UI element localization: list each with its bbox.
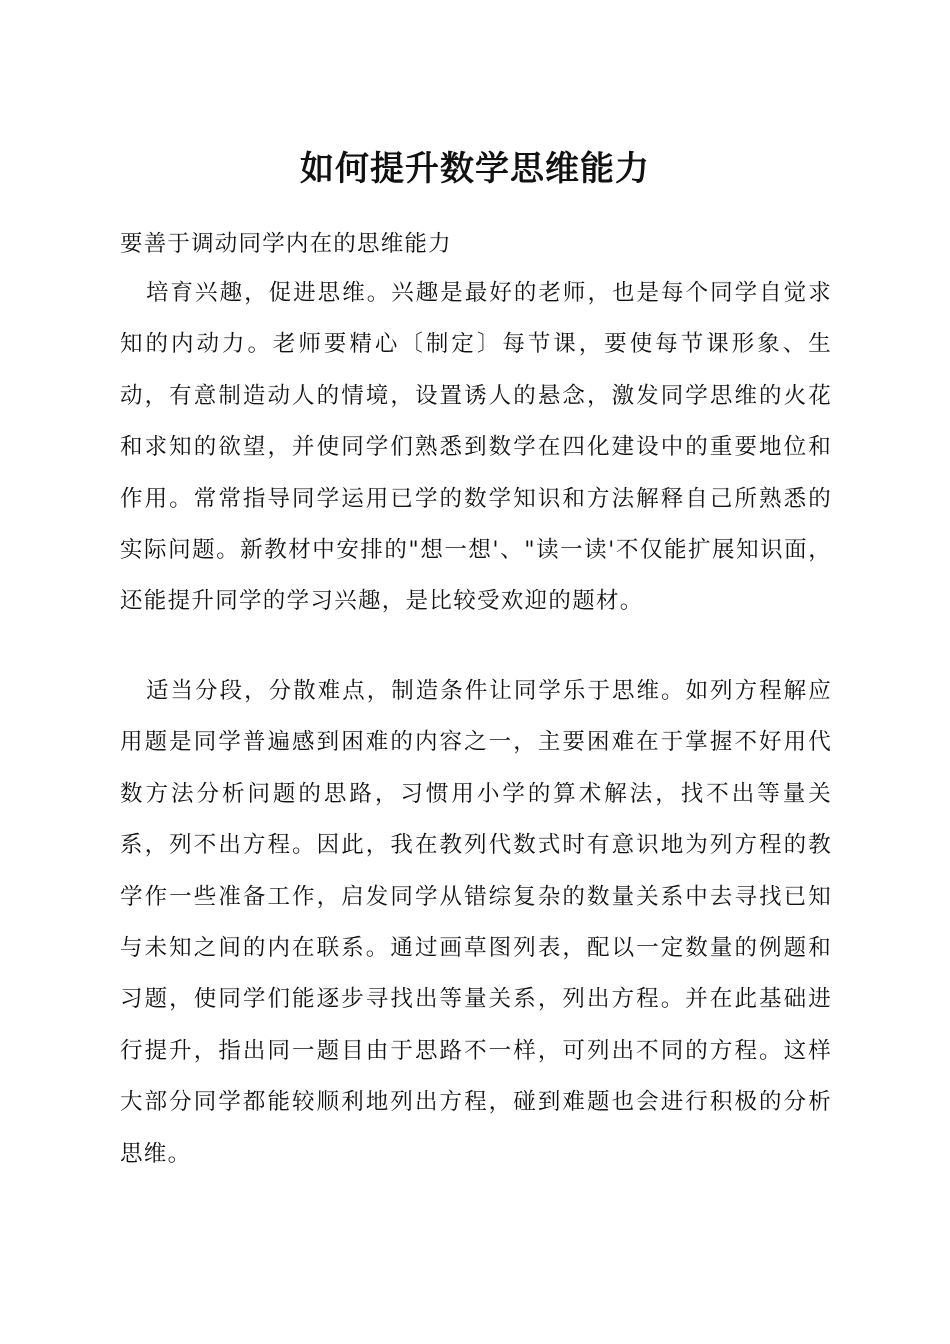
section-heading: 要善于调动同学内在的思维能力 (120, 231, 452, 257)
paragraph-segmentation: 适当分段，分散难点，制造条件让同学乐于思维。如列方程解应用题是同学普遍感到困难的内容之一，主要困难在于掌握不好用代数方法分析问题的思路，习惯用小学的算术解法，找不出等量关系，列不出方程。因此，我在教列代数式时有意识地为列方程的教学作一些准备工作，启发同学从错综复杂的数量关系中去寻找已知与未知之间的内在联系。通过画草图列表，配以一定数量的例题和习题，使同学们能逐步寻找出等量关系，列出方程。并在此基础进行提升，指出同一题目由于思路不一样，可列出不同的方程。这样大部分同学都能较顺利地列出方程，碰到难题也会进行积极的分析思维。 (120, 678, 832, 1167)
paragraph-interest: 培育兴趣，促进思维。兴趣是最好的老师，也是每个同学自觉求知的内动力。老师要精心〔制定〕每节课，要使每节课形象、生动，有意制造动人的情境，设置诱人的悬念，激发同学思维的火花和求知的欲望，并使同学们熟悉到数学在四化建设中的重要地位和作用。常常指导同学运用已学的数学知识和方法解释自己所熟悉的实际问题。新教材中安排的"想一想'、"读一读'不仅能扩展知识面，还能提升同学的学习兴趣，是比较受欢迎的题材。 (120, 280, 832, 615)
document-title: 如何提升数学思维能力 (300, 149, 650, 189)
